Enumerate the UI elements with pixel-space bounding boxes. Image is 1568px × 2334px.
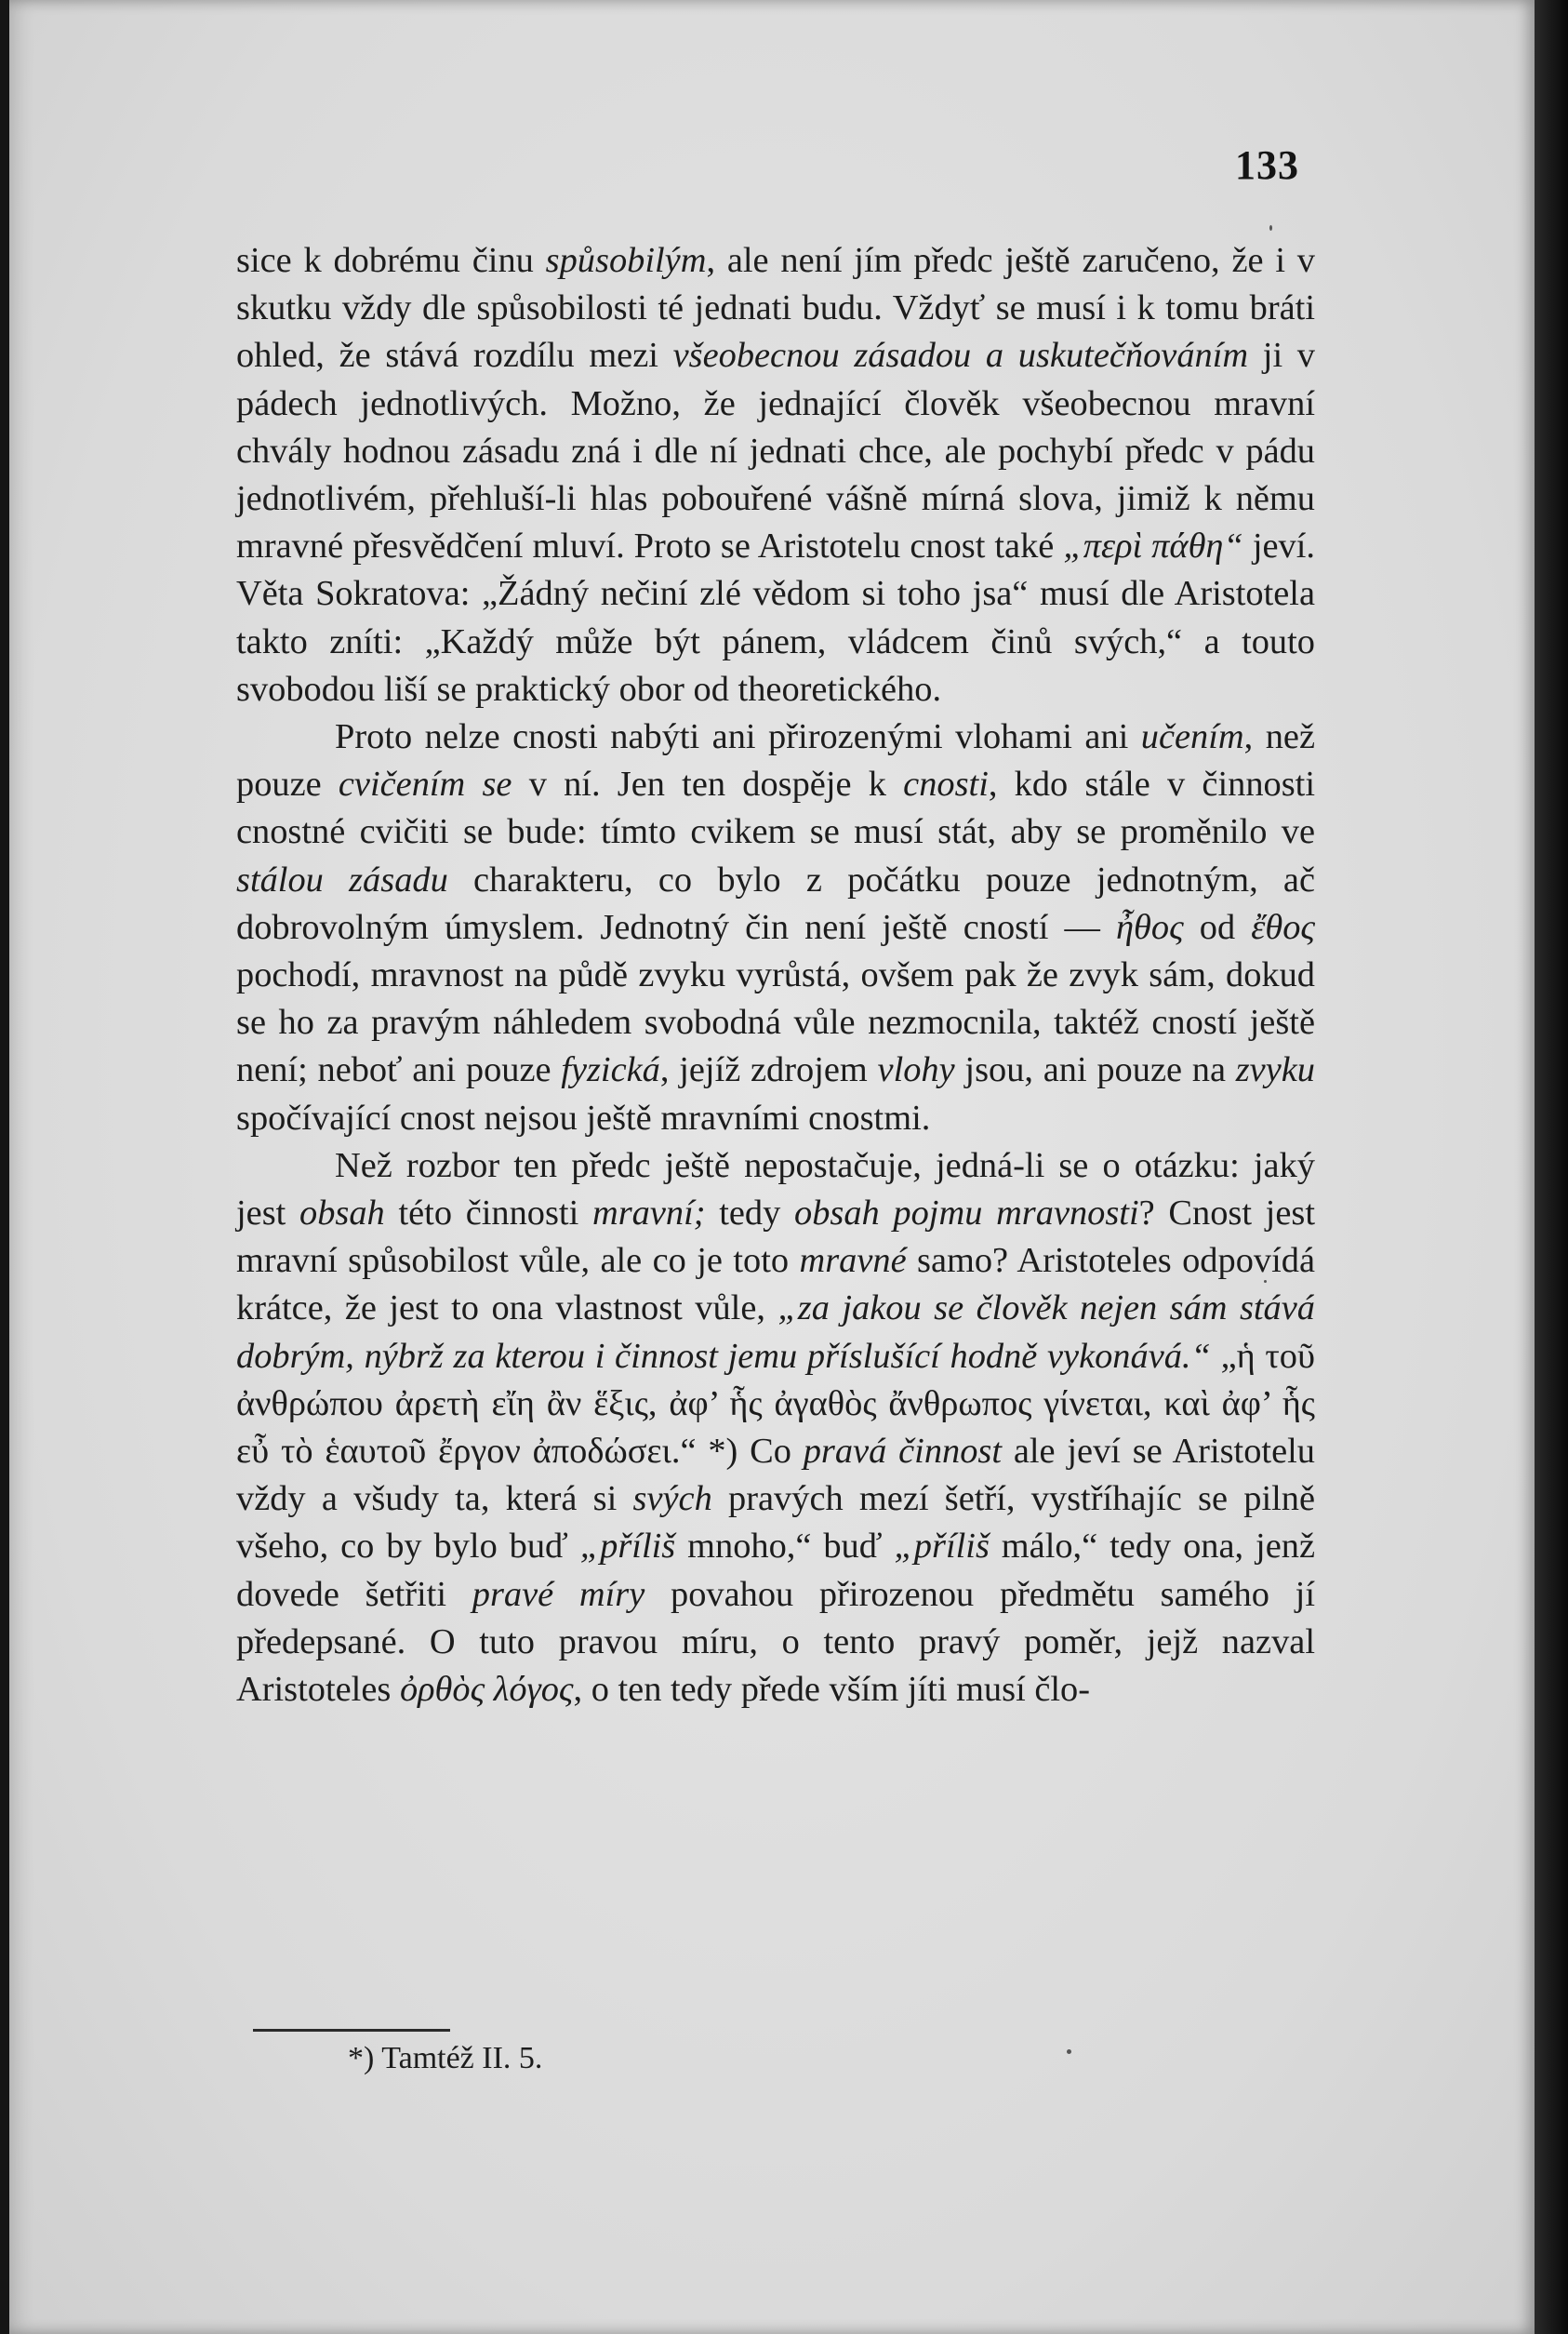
text-run: v ní. Jen ten dospěje k xyxy=(512,765,904,805)
text-run: této činnosti xyxy=(384,1194,592,1234)
paragraph-2 xyxy=(236,714,1315,1142)
italic-run: vlohy xyxy=(877,1050,955,1090)
text-run: mnoho,“ buď xyxy=(675,1527,895,1567)
text-run: tedy xyxy=(705,1194,794,1234)
text-run: ale jeví se Aristotelu vždy a všudy ta, která si xyxy=(236,1432,1315,1519)
text-run: ji v pádech jednotlivých. Možno, že jednající člověk všeobecnou mravní chvály hodnou zásadu zná i dle ní jednati chce, ale pochybí předc v pádu jednotlivém, přehluší-li hlas pobouřené vášně mírná slova, jimiž k němu mravné přesvědčení mluví. Proto se Aristotelu cnost také xyxy=(236,336,1315,567)
scan-left-edge xyxy=(0,0,9,2334)
text-run: „ἡ τοῦ ἀνθρώπου ἀρετὴ εἴη ἂν ἕξις, ἀφ’ ἧς ἀγαθὸς ἄνθρωπος γίνεται, καὶ ἀφ’ ἧς εὖ τὸ ἑαυτοῦ ἔργον ἀποδώσει.“ *) Co xyxy=(236,1336,1315,1472)
text-run: ? Cnost jest mravní spůsobilost vůle, ale co je toto xyxy=(236,1194,1315,1281)
italic-run: mravné xyxy=(799,1241,907,1281)
italic-run: „za jakou se člověk nejen sám stává dobrým, nýbrž za kterou i činnost jemu příslušící hodně vykonává.“ xyxy=(236,1288,1315,1376)
text-run: povahou přirozenou předmětu samého jí předepsané. O tuto pravou míru, o tento pravý poměr, jejž nazval Aristoteles xyxy=(236,1574,1315,1710)
text-run: jeví. Věta Sokratova: „Žádný nečiní zlé vědom si toho jsa“ musí dle Aristotela takto zníti: „Každý může být pánem, vládcem činů svých,“ a touto svobodou liší se praktický obor od theoretického. xyxy=(236,527,1316,709)
italic-run: pravá činnost xyxy=(803,1432,1003,1472)
text-run: málo,“ tedy ona, jenž dovede šetřiti xyxy=(236,1527,1315,1614)
text-run: od xyxy=(1183,907,1252,947)
print-speck xyxy=(1067,2049,1071,2054)
italic-run: obsah xyxy=(299,1194,385,1234)
book-page xyxy=(9,0,1535,2334)
print-speck xyxy=(1269,225,1272,231)
text-run: samo? Aristoteles odpovídá krátce, že jest to ona vlastnost vůle, xyxy=(236,1241,1315,1328)
italic-run: všeobecnou zásadou a uskutečňováním xyxy=(672,336,1249,376)
italic-run: mravní; xyxy=(591,1194,706,1234)
italic-run: pravé míry xyxy=(472,1574,645,1614)
text-run: charakteru, co bylo z počátku pouze jednotným, ač dobrovolným úmyslem. Jednotný čin není ještě cností — xyxy=(236,860,1315,947)
italic-run: spůsobilým xyxy=(545,241,707,280)
italic-run: učením xyxy=(1140,717,1244,757)
text-run: pochodí, mravnost na půdě zvyku vyrůstá, ovšem pak že zvyk sám, dokud se ho za pravým náhledem svobodná vůle nezmocnila, taktéž cností ještě není; neboť ani pouze xyxy=(236,955,1315,1090)
text-run: spočívající cnost nejsou ještě mravními cnostmi. xyxy=(236,1098,931,1138)
paragraph-1 xyxy=(236,237,1315,714)
text-run: Proto nelze cnosti nabýti ani přirozenými vlohami ani xyxy=(335,717,1141,757)
text-run: , jejíž zdrojem xyxy=(659,1050,878,1090)
print-speck xyxy=(1264,1280,1267,1283)
italic-run: fyzická xyxy=(561,1050,660,1090)
italic-run: cvičením se xyxy=(338,765,512,805)
text-run: , o ten tedy přede vším jíti musí člo- xyxy=(573,1670,1091,1710)
italic-run: ἔθος xyxy=(1251,907,1315,947)
text-run: jsou, ani pouze na xyxy=(954,1050,1236,1090)
italic-run: „περὶ πάθη“ xyxy=(1063,527,1243,567)
text-run: pravých mezí šetří, vystříhajíc se pilně všeho, co by bylo buď xyxy=(236,1479,1316,1567)
text-run: , kdo stále v činnosti cnostné cvičiti se bude: tímto cvikem se musí stát, aby se proměnilo ve xyxy=(236,765,1315,852)
italic-run: „příliš xyxy=(579,1527,676,1567)
italic-run: stálou zásadu xyxy=(236,860,448,900)
scan-right-edge xyxy=(1535,0,1568,2334)
footnote-rule xyxy=(253,2029,450,2032)
italic-run: cnosti xyxy=(903,765,989,805)
italic-run: obsah pojmu mravnosti xyxy=(794,1194,1139,1234)
italic-run: ἦθος xyxy=(1115,907,1184,947)
italic-run: zvyku xyxy=(1235,1050,1315,1090)
text-run: , než pouze xyxy=(236,717,1315,805)
italic-run: „příliš xyxy=(894,1527,990,1567)
text-run: Než rozbor ten předc ještě nepostačuje, jedná-li se o otázku: jaký jest xyxy=(236,1145,1315,1234)
body-text xyxy=(236,237,1315,1714)
text-run: , ale není jím předc ještě zaručeno, že i v skutku vždy dle spůsobilosti té jednati budu. Vždyť se musí i k tomu bráti ohled, že stává rozdílu mezi xyxy=(236,241,1315,376)
page-number: 133 xyxy=(1235,142,1299,188)
paragraph-3 xyxy=(236,1142,1315,1714)
italic-run: ὀρθὸς λόγος xyxy=(399,1670,574,1710)
text-run: sice k dobrému činu xyxy=(236,241,546,280)
footnote: *) Tamtéž II. 5. xyxy=(348,2041,543,2075)
italic-run: svých xyxy=(632,1479,712,1519)
